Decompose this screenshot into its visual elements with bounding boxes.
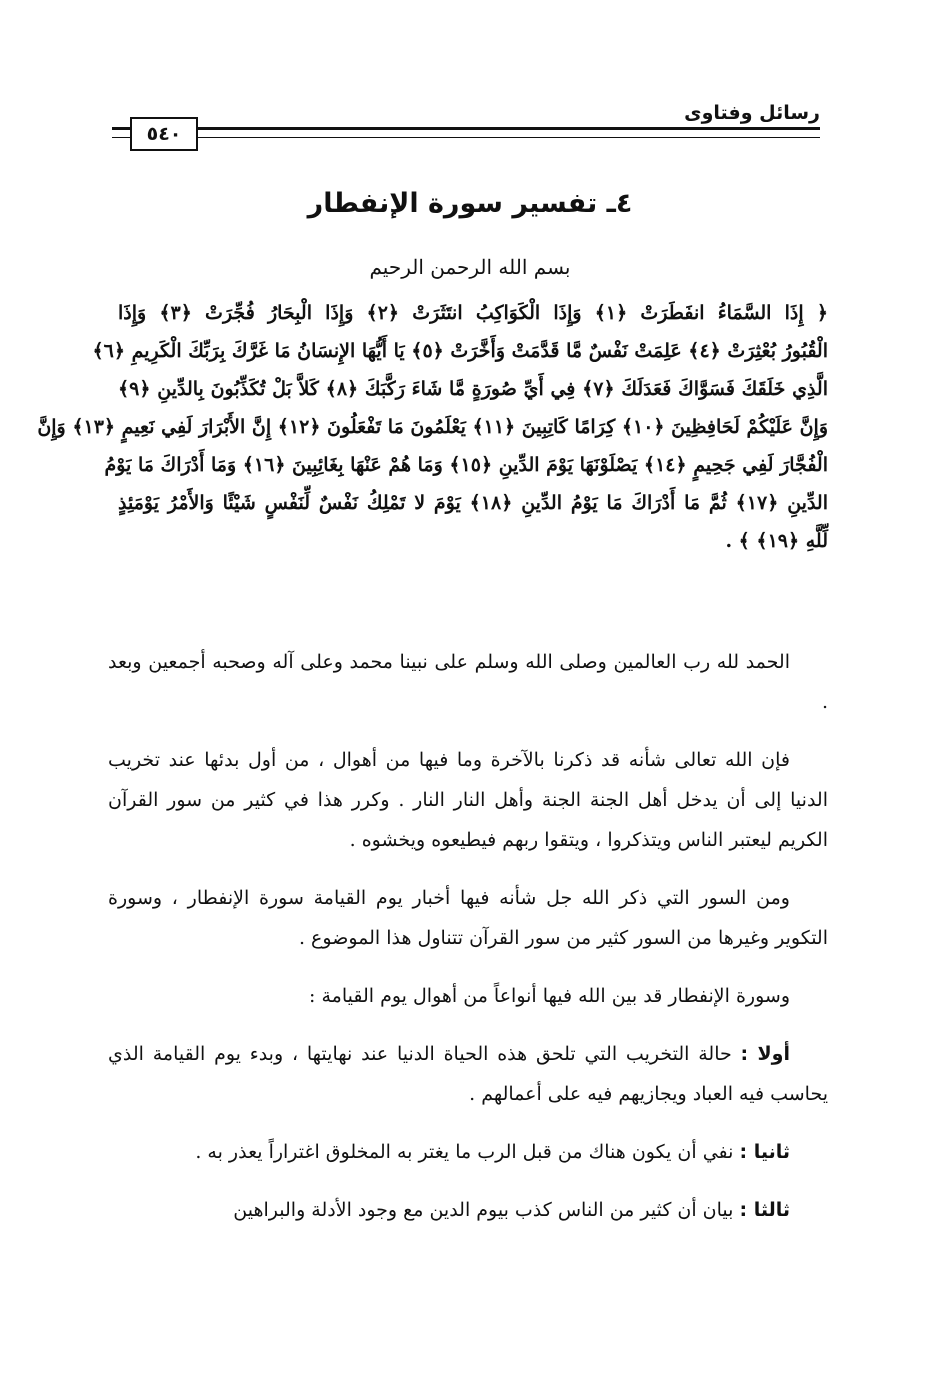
chapter-title: ٤ـ تفسير سورة الإنفطار xyxy=(307,188,633,219)
quran-verses xyxy=(37,294,828,560)
verse-line: الَّذِي خَلَقَكَ فَسَوَّاكَ فَعَدَلَكَ ﴿٧﴾ فِي أَيِّ صُورَةٍ مَّا شَاءَ رَكَّبَكَ ﴿٨﴾ كَلاَّ بَلْ تُكَذِّبُونَ بِالدِّينِ ﴿٩﴾ xyxy=(118,378,828,400)
paragraph xyxy=(108,740,828,860)
paragraph-lead: ثالثا : xyxy=(739,1199,790,1221)
paragraph-text: حالة التخريب التي تلحق هذه الحياة الدنيا عند نهايتها ، وبدء يوم القيامة الذي يحاسب فيه العباد ويجازيهم فيه على أعمالهم . xyxy=(108,1043,828,1105)
verse-line: لِّلَّهِ ﴿١٩﴾ ﴾ . xyxy=(725,530,828,552)
paragraph xyxy=(108,976,828,1016)
verse-line: الدِّينِ ﴿١٧﴾ ثُمَّ مَا أَدْرَاكَ مَا يَوْمُ الدِّينِ ﴿١٨﴾ يَوْمَ لا تَمْلِكُ نَفْسٌ لِّنَفْسٍ شَيْئًا وَالأَمْرُ يَوْمَئِذٍ xyxy=(118,492,828,514)
verse-line: وَإِنَّ عَلَيْكُمْ لَحَافِظِينَ ﴿١٠﴾ كِرَامًا كَاتِبِينَ ﴿١١﴾ يَعْلَمُونَ مَا تَفْعَلُونَ ﴿١٢﴾ إِنَّ الأَبْرَارَ لَفِي نَعِيمٍ ﴿١٣﴾ وَإِنَّ xyxy=(37,416,828,438)
paragraph xyxy=(108,1132,828,1172)
paragraph xyxy=(108,642,828,722)
body-text xyxy=(108,642,828,1248)
page-number: ٥٤٠ xyxy=(130,117,198,151)
basmala: بسم الله الرحمن الرحيم xyxy=(369,255,571,279)
verse-line: ﴿ إِذَا السَّمَاءُ انفَطَرَتْ ﴿١﴾ وَإِذَا الْكَوَاكِبُ انتَثَرَتْ ﴿٢﴾ وَإِذَا الْبِحَارُ فُجِّرَتْ ﴿٣﴾ وَإِذَا xyxy=(118,302,828,324)
book-title: رسائل وفتاوى xyxy=(684,102,820,124)
header-rule xyxy=(112,127,820,138)
paragraph-text: الحمد لله رب العالمين وصلى الله وسلم على نبينا محمد وعلى آله وصحبه أجمعين وبعد . xyxy=(108,651,828,713)
paragraph xyxy=(108,1034,828,1114)
paragraph-text: نفي أن يكون هناك من قبل الرب ما يغتر به المخلوق اغتراراً يعذر به . xyxy=(195,1141,740,1163)
running-header xyxy=(112,96,820,156)
paragraph xyxy=(108,878,828,958)
paragraph-text: بيان أن كثير من الناس كذب بيوم الدين مع وجود الأدلة والبراهين xyxy=(233,1199,740,1221)
verse-line: الْفُجَّارَ لَفِي جَحِيمٍ ﴿١٤﴾ يَصْلَوْنَهَا يَوْمَ الدِّينِ ﴿١٥﴾ وَمَا هُمْ عَنْهَا بِغَائِبِينَ ﴿١٦﴾ وَمَا أَدْرَاكَ مَا يَوْمُ xyxy=(104,454,828,476)
paragraph-text: فإن الله تعالى شأنه قد ذكرنا بالآخرة وما فيها من أهوال ، من أول بدئها عند تخريب الدنيا إلى أن يدخل أهل الجنة الجنة وأهل النار النار . وكرر هذا في كثير من سور القرآن الكريم ليعتبر الناس ويتذكروا ، ويتقوا ربهم فيطيعوه ويخشوه . xyxy=(108,749,828,851)
verse-line: الْقُبُورُ بُعْثِرَتْ ﴿٤﴾ عَلِمَتْ نَفْسٌ مَّا قَدَّمَتْ وَأَخَّرَتْ ﴿٥﴾ يَا أَيُّهَا الإِنسَانُ مَا غَرَّكَ بِرَبِّكَ الْكَرِيمِ ﴿٦﴾ xyxy=(92,340,828,362)
paragraph-lead: ثانيا : xyxy=(739,1141,790,1163)
paragraph-text: وسورة الإنفطار قد بين الله فيها أنواعاً من أهوال يوم القيامة : xyxy=(309,985,790,1007)
paragraph-text: ومن السور التي ذكر الله جل شأنه فيها أخبار يوم القيامة سورة الإنفطار ، وسورة التكوير وغيرها من السور كثير من سور القرآن تتناول هذا الموضوع . xyxy=(108,887,828,949)
paragraph-lead: أولا : xyxy=(740,1043,790,1065)
paragraph xyxy=(108,1190,828,1230)
